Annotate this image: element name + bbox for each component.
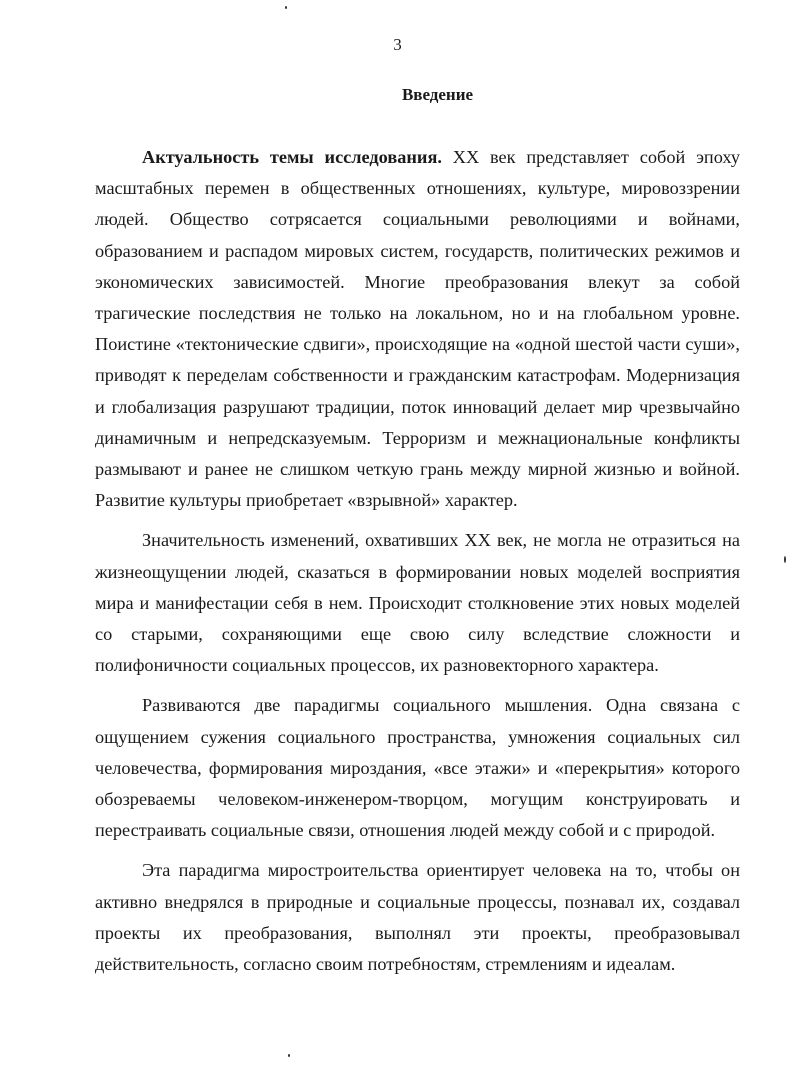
paragraph-4 xyxy=(95,855,740,980)
paragraph-3 xyxy=(95,690,740,846)
scan-speck xyxy=(285,6,287,9)
page-number: 3 xyxy=(393,35,402,54)
paragraph-2 xyxy=(95,525,740,681)
paragraph-text: Эта парадигма миростроительства ориентирует человека на то, чтобы он активно внедрялся в природные и социальные процессы, познавал их, создавал проекты их преобразования, выполнял эти проекты, преобразовывал действительность, согласно своим потребностям, стремлениям и идеалам. xyxy=(95,860,740,975)
scan-speck xyxy=(784,556,786,563)
scan-speck xyxy=(288,1054,290,1057)
paragraph-text: Значительность изменений, охвативших XX век, не могла не отразиться на жизнеощущении людей, сказаться в формировании новых моделей восприятия мира и манифестации себя в нем. Происходит столкновение этих новых моделей со старыми, сохраняющими еще свою силу вследствие сложности и полифоничности социальных процессов, их разновекторного характера. xyxy=(95,530,740,676)
paragraph-lead: Актуальность темы исследования. xyxy=(142,147,442,167)
paragraph-text: XX век представляет собой эпоху масштабных перемен в общественных отношениях, культуре, мировоззрении людей. Общество сотрясается социальными революциями и войнами, образованием и распадом мировых систем, государств, политических режимов и экономических зависимостей. Многие преобразования влекут за собой трагические последствия не только на локальном, но и на глобальном уровне. Поистине «тектонические сдвиги», происходящие на «одной шестой части суши», приводят к переделам собственности и гражданским катастрофам. Модернизация и глобализация разрушают традиции, поток инноваций делает мир чрезвычайно динамичным и непредсказуемым. Терроризм и межнациональные конфликты размывают и ранее не слишком четкую грань между мирной жизнью и войной. Развитие культуры приобретает «взрывной» характер. xyxy=(95,147,740,511)
paragraph-1 xyxy=(95,142,740,516)
paragraph-text: Развиваются две парадигмы социального мышления. Одна связана с ощущением сужения социального пространства, умножения социальных сил человечества, формирования мироздания, «все этажи» и «перекрытия» которого обозреваемы человеком-инженером-творцом, могущим конструировать и перестраивать социальные связи, отношения людей между собой и с природой. xyxy=(95,695,740,841)
document-body xyxy=(95,142,740,989)
section-heading: Введение xyxy=(401,85,474,104)
